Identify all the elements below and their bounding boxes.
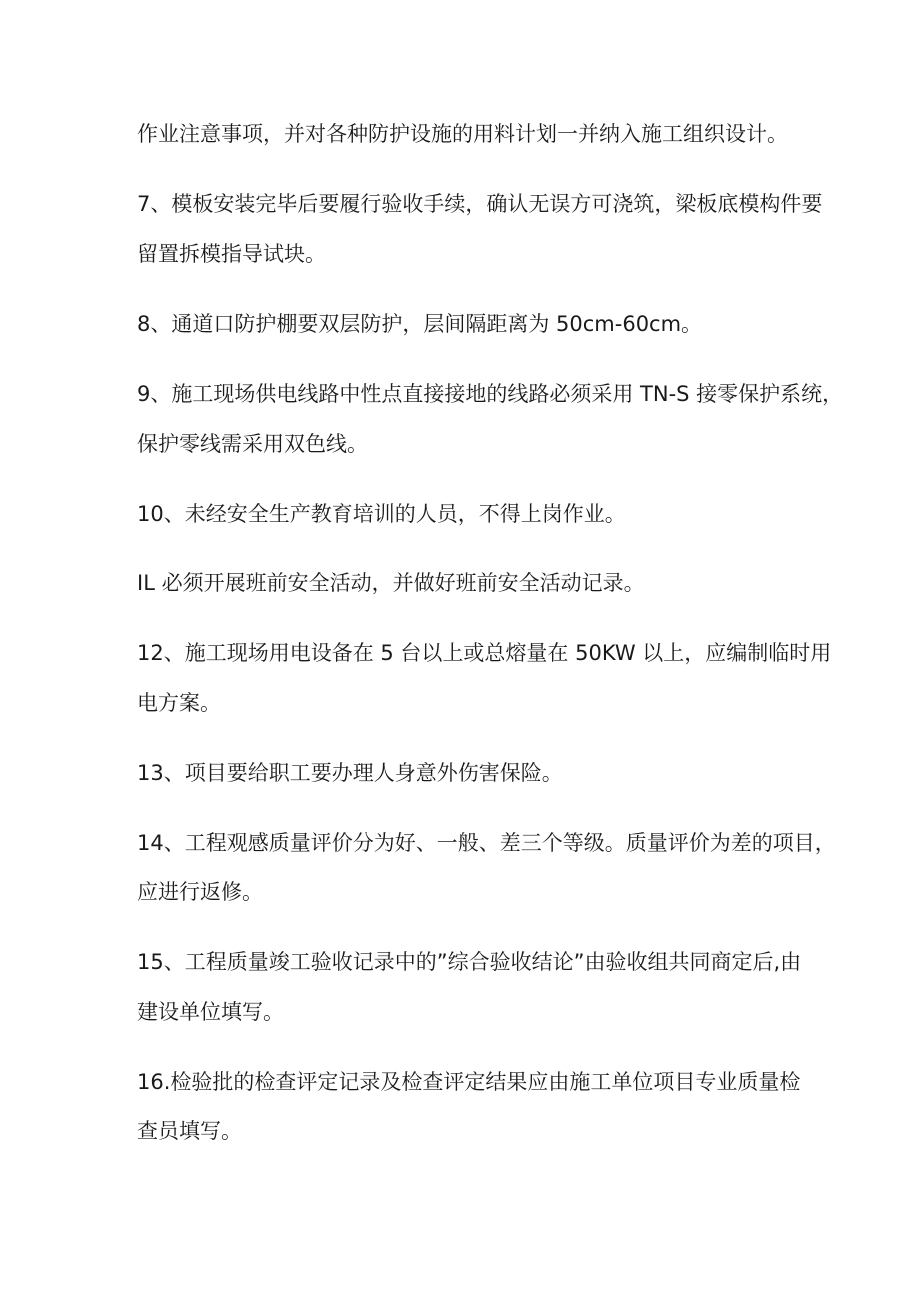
text-line: 15、工程质量竣工验收记录中的”综合验收结论”由验收组共同商定后,由 [137, 950, 802, 974]
text-line: 13、项目要给职工要办理人身意外伤害保险。 [137, 761, 563, 785]
text-line: 保护零线需采用双色线。 [137, 432, 368, 456]
text-line: 留置拆模指导试块。 [137, 242, 326, 266]
text-line: 16.检验批的检查评定记录及检查评定结果应由施工单位项目专业质量检 [137, 1070, 801, 1094]
text-line: 9、施工现场供电线路中性点直接接地的线路必须采用 TN-S 接零保护系统， [137, 382, 844, 406]
text-line: 7、模板安装完毕后要履行验收手续，确认无误方可浇筑，梁板底模构件要 [137, 192, 823, 216]
text-line: IL 必须开展班前安全活动，并做好班前安全活动记录。 [137, 571, 645, 595]
text-line: 14、工程观感质量评价分为好、一般、差三个等级。质量评价为差的项目， [137, 831, 836, 855]
text-line: 12、施工现场用电设备在 5 台以上或总熔量在 50KW 以上，应编制临时用 [137, 641, 832, 665]
text-line: 应进行返修。 [137, 880, 263, 904]
text-line: 10、未经安全生产教育培训的人员，不得上岗作业。 [137, 502, 626, 526]
text-line: 电方案。 [137, 691, 221, 715]
text-line: 作业注意事项，并对各种防护设施的用料计划一并纳入施工组织设计。 [137, 122, 788, 146]
text-line: 8、通道口防护棚要双层防护，层间隔距离为 50cm-60cm。 [137, 312, 703, 336]
text-line: 查员填写。 [137, 1119, 242, 1143]
text-line: 建设单位填写。 [137, 1000, 284, 1024]
